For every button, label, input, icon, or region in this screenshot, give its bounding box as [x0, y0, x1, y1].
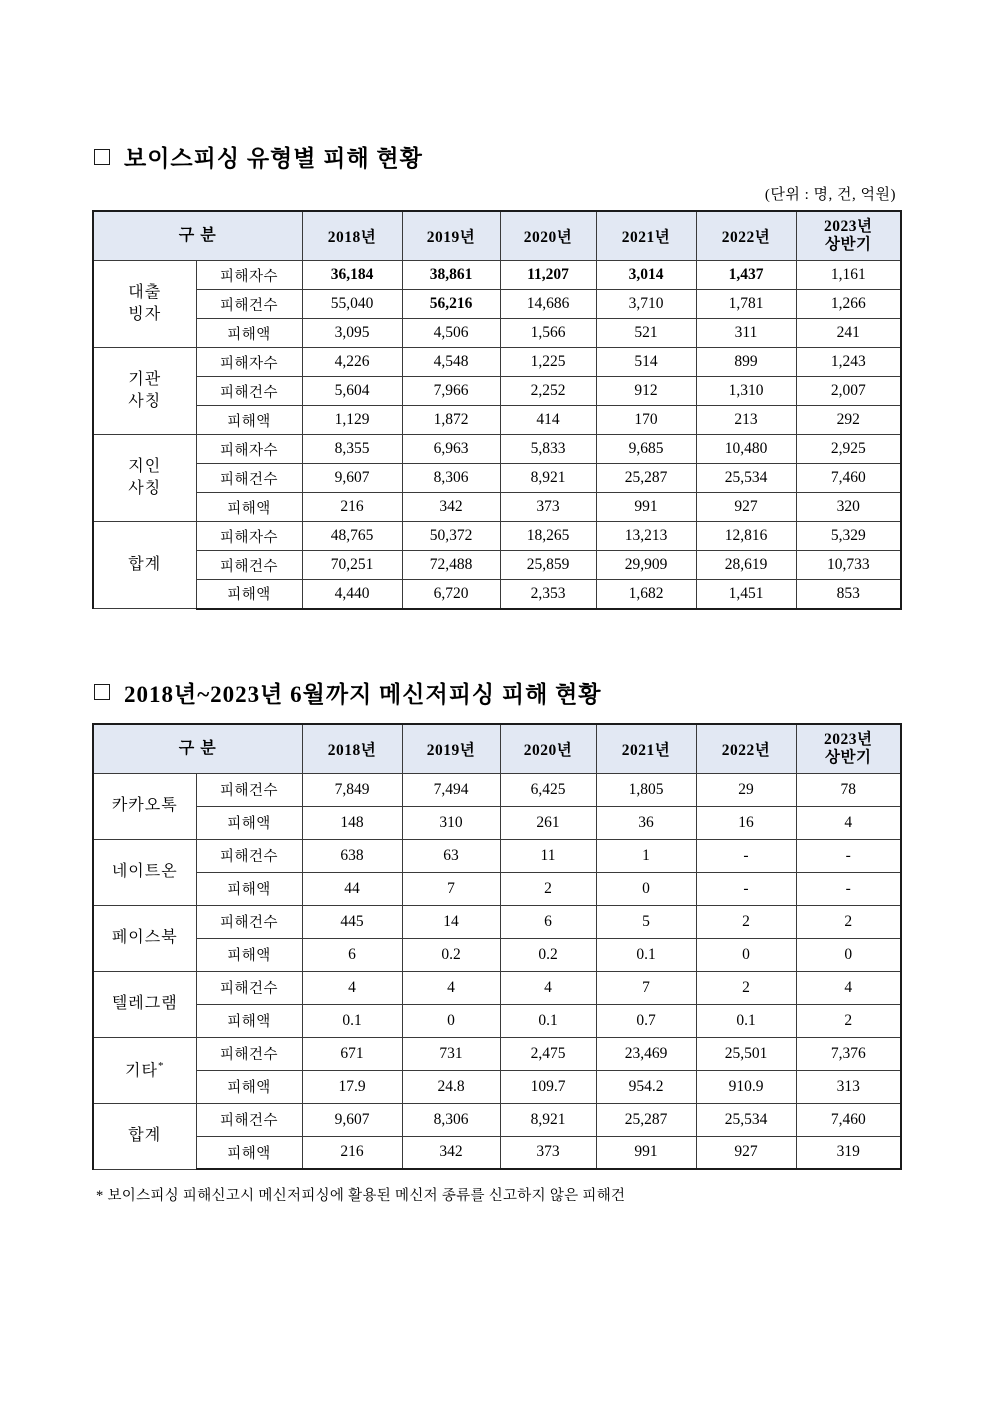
table-row	[93, 905, 901, 938]
square-bullet-icon	[94, 149, 110, 165]
footnote-marker: *	[157, 1059, 165, 1072]
cell: 0	[696, 938, 796, 971]
cell: 521	[596, 319, 696, 348]
cell: 2,252	[500, 377, 596, 406]
cell: 55,040	[302, 290, 402, 319]
cell: 0	[796, 938, 901, 971]
cell: 1,161	[796, 261, 901, 290]
cell: 63	[402, 839, 500, 872]
row-group-label-loan	[93, 261, 196, 348]
row-group-label-institution	[93, 348, 196, 435]
cell: 1,872	[402, 406, 500, 435]
cell: 3,095	[302, 319, 402, 348]
col-header-2023-line2: 상반기	[825, 748, 872, 766]
table-row	[93, 435, 901, 464]
cell: 2	[696, 971, 796, 1004]
cell: 10,733	[796, 551, 901, 580]
cell: 7,849	[302, 773, 402, 806]
cell: 0.2	[402, 938, 500, 971]
cell: 4	[500, 971, 596, 1004]
cell: 6,425	[500, 773, 596, 806]
cell: 38,861	[402, 261, 500, 290]
row-group-label-others	[93, 1037, 196, 1103]
cell: 4	[796, 806, 901, 839]
row-label: 피해건수	[196, 290, 302, 319]
col-header-2019: 2019년	[402, 724, 500, 774]
cell: 5	[596, 905, 696, 938]
cell: 2	[796, 1004, 901, 1037]
cell: 0.1	[302, 1004, 402, 1037]
col-header-2021: 2021년	[596, 211, 696, 261]
cell: 6,720	[402, 580, 500, 609]
cell: 28,619	[696, 551, 796, 580]
cell: 24.8	[402, 1070, 500, 1103]
cell: 991	[596, 493, 696, 522]
cell: 912	[596, 377, 696, 406]
section1-heading	[94, 140, 902, 173]
table-row	[93, 773, 901, 806]
table-row	[93, 1004, 901, 1037]
cell: 8,921	[500, 1103, 596, 1136]
cell: 8,921	[500, 464, 596, 493]
table-row	[93, 971, 901, 1004]
cell: 4,226	[302, 348, 402, 377]
row-group-label-line1: 지인	[128, 458, 162, 476]
cell: 25,501	[696, 1037, 796, 1070]
row-label: 피해액	[196, 1004, 302, 1037]
row-label: 피해자수	[196, 348, 302, 377]
row-label: 피해건수	[196, 1037, 302, 1070]
row-label: 피해자수	[196, 261, 302, 290]
row-label: 피해액	[196, 1070, 302, 1103]
row-label: 피해액	[196, 580, 302, 609]
cell: 23,469	[596, 1037, 696, 1070]
cell: 1,805	[596, 773, 696, 806]
cell: 3,710	[596, 290, 696, 319]
cell: 5,604	[302, 377, 402, 406]
col-header-2022: 2022년	[696, 211, 796, 261]
cell: -	[696, 872, 796, 905]
cell: 44	[302, 872, 402, 905]
table-row	[93, 938, 901, 971]
section2-heading	[94, 676, 902, 709]
row-label: 피해건수	[196, 971, 302, 1004]
cell: 7,966	[402, 377, 500, 406]
cell: -	[696, 839, 796, 872]
table-row	[93, 806, 901, 839]
table-row	[93, 319, 901, 348]
cell: 14,686	[500, 290, 596, 319]
cell: 7	[596, 971, 696, 1004]
cell: 1,682	[596, 580, 696, 609]
cell: 0	[596, 872, 696, 905]
cell: 11	[500, 839, 596, 872]
col-header-2023-line2: 상반기	[825, 236, 872, 253]
cell: 514	[596, 348, 696, 377]
row-group-label-line1: 대출	[128, 284, 162, 302]
cell: 991	[596, 1136, 696, 1169]
table-row	[93, 406, 901, 435]
col-header-division: 구 분	[93, 211, 302, 261]
cell: 2,353	[500, 580, 596, 609]
cell: 14	[402, 905, 500, 938]
table-row	[93, 580, 901, 609]
col-header-division: 구 분	[93, 724, 302, 774]
cell: 671	[302, 1037, 402, 1070]
cell: -	[796, 872, 901, 905]
cell: 11,207	[500, 261, 596, 290]
cell: 72,488	[402, 551, 500, 580]
cell: 56,216	[402, 290, 500, 319]
table-row	[93, 839, 901, 872]
table-row	[93, 377, 901, 406]
cell: 2	[696, 905, 796, 938]
row-label: 피해액	[196, 319, 302, 348]
cell: 7,460	[796, 1103, 901, 1136]
square-bullet-icon	[94, 684, 110, 700]
row-label: 피해액	[196, 806, 302, 839]
cell: 216	[302, 493, 402, 522]
cell: 927	[696, 1136, 796, 1169]
cell: 17.9	[302, 1070, 402, 1103]
row-label: 피해건수	[196, 905, 302, 938]
cell: 9,607	[302, 1103, 402, 1136]
col-header-2023-line1: 2023년	[824, 730, 873, 748]
table-row	[93, 290, 901, 319]
cell: 36	[596, 806, 696, 839]
cell: 261	[500, 806, 596, 839]
row-group-label-total	[93, 522, 196, 609]
cell: 2	[500, 872, 596, 905]
cell: 5,833	[500, 435, 596, 464]
messenger-phishing-table	[92, 723, 902, 1171]
section1-title: 보이스피싱 유형별 피해 현황	[124, 146, 423, 171]
cell: 0.1	[696, 1004, 796, 1037]
table-header-row	[93, 724, 901, 774]
section2-footnote: * 보이스피싱 피해신고시 메신저피싱에 활용된 메신저 종류를 신고하지 않은 피해건	[96, 1188, 626, 1204]
cell: 7,494	[402, 773, 500, 806]
cell: 10,480	[696, 435, 796, 464]
col-header-2020: 2020년	[500, 724, 596, 774]
cell: 313	[796, 1070, 901, 1103]
col-header-2023-h1	[796, 724, 901, 774]
row-group-label-line2: 사칭	[128, 480, 162, 497]
row-label: 피해액	[196, 938, 302, 971]
row-label: 피해액	[196, 406, 302, 435]
cell: 4	[302, 971, 402, 1004]
row-label: 피해액	[196, 872, 302, 905]
cell: 8,306	[402, 464, 500, 493]
cell: 311	[696, 319, 796, 348]
row-label: 피해건수	[196, 1103, 302, 1136]
cell: 4	[402, 971, 500, 1004]
cell: 25,534	[696, 1103, 796, 1136]
cell: 0.1	[500, 1004, 596, 1037]
col-header-2019: 2019년	[402, 211, 500, 261]
col-header-2018: 2018년	[302, 211, 402, 261]
cell: 2	[796, 905, 901, 938]
cell: 12,816	[696, 522, 796, 551]
cell: 25,287	[596, 1103, 696, 1136]
row-label: 피해액	[196, 1136, 302, 1169]
cell: 50,372	[402, 522, 500, 551]
cell: 445	[302, 905, 402, 938]
cell: 1,225	[500, 348, 596, 377]
cell: 241	[796, 319, 901, 348]
cell: 7	[402, 872, 500, 905]
cell: 1,451	[696, 580, 796, 609]
cell: 0	[402, 1004, 500, 1037]
cell: 638	[302, 839, 402, 872]
row-group-label-facebook: 페이스북	[93, 905, 196, 971]
col-header-2023-h1	[796, 211, 901, 261]
cell: 853	[796, 580, 901, 609]
cell: 6	[302, 938, 402, 971]
row-label: 피해건수	[196, 839, 302, 872]
cell: 899	[696, 348, 796, 377]
cell: 4,548	[402, 348, 500, 377]
row-group-label-line1: 기관	[128, 371, 162, 389]
cell: -	[796, 839, 901, 872]
cell: 1,310	[696, 377, 796, 406]
cell: 2,007	[796, 377, 901, 406]
table-row	[93, 464, 901, 493]
col-header-2020: 2020년	[500, 211, 596, 261]
cell: 342	[402, 1136, 500, 1169]
cell: 170	[596, 406, 696, 435]
table-row	[93, 493, 901, 522]
row-group-label-telegram: 텔레그램	[93, 971, 196, 1037]
cell: 1,243	[796, 348, 901, 377]
row-label: 피해자수	[196, 435, 302, 464]
row-label: 피해자수	[196, 522, 302, 551]
cell: 5,329	[796, 522, 901, 551]
cell: 1,566	[500, 319, 596, 348]
col-header-2023-line1: 2023년	[824, 218, 873, 236]
row-group-label-total: 합계	[93, 1103, 196, 1169]
row-label: 피해건수	[196, 377, 302, 406]
cell: 910.9	[696, 1070, 796, 1103]
row-group-label-acquaintance	[93, 435, 196, 522]
cell: 731	[402, 1037, 500, 1070]
table-row	[93, 1103, 901, 1136]
cell: 216	[302, 1136, 402, 1169]
cell: 109.7	[500, 1070, 596, 1103]
cell: 6	[500, 905, 596, 938]
cell: 373	[500, 1136, 596, 1169]
row-group-label-nateon: 네이트온	[93, 839, 196, 905]
cell: 310	[402, 806, 500, 839]
table-row	[93, 1136, 901, 1169]
cell: 9,607	[302, 464, 402, 493]
table-row	[93, 348, 901, 377]
cell: 4	[796, 971, 901, 1004]
cell: 1,266	[796, 290, 901, 319]
cell: 25,534	[696, 464, 796, 493]
cell: 18,265	[500, 522, 596, 551]
row-group-label-others-text: 기타	[125, 1061, 158, 1079]
row-label: 피해건수	[196, 464, 302, 493]
col-header-2022: 2022년	[696, 724, 796, 774]
cell: 1	[596, 839, 696, 872]
cell: 373	[500, 493, 596, 522]
cell: 148	[302, 806, 402, 839]
row-group-label-line2: 빙자	[128, 306, 162, 323]
cell: 1,437	[696, 261, 796, 290]
cell: 29	[696, 773, 796, 806]
cell: 13,213	[596, 522, 696, 551]
cell: 0.2	[500, 938, 596, 971]
section2-title: 2018년~2023년 6월까지 메신저피싱 피해 현황	[124, 681, 602, 707]
cell: 1,781	[696, 290, 796, 319]
cell: 36,184	[302, 261, 402, 290]
cell: 342	[402, 493, 500, 522]
cell: 78	[796, 773, 901, 806]
cell: 8,306	[402, 1103, 500, 1136]
cell: 414	[500, 406, 596, 435]
cell: 954.2	[596, 1070, 696, 1103]
cell: 4,440	[302, 580, 402, 609]
cell: 2,475	[500, 1037, 596, 1070]
cell: 292	[796, 406, 901, 435]
cell: 6,963	[402, 435, 500, 464]
table-row	[93, 872, 901, 905]
section1-unit-note: (단위 : 명, 건, 억원)	[764, 187, 896, 203]
table-row	[93, 522, 901, 551]
cell: 16	[696, 806, 796, 839]
table-header-row	[93, 211, 901, 261]
cell: 4,506	[402, 319, 500, 348]
cell: 48,765	[302, 522, 402, 551]
cell: 3,014	[596, 261, 696, 290]
cell: 8,355	[302, 435, 402, 464]
cell: 29,909	[596, 551, 696, 580]
cell: 1,129	[302, 406, 402, 435]
cell: 0.7	[596, 1004, 696, 1037]
cell: 927	[696, 493, 796, 522]
table-row	[93, 1037, 901, 1070]
cell: 2,925	[796, 435, 901, 464]
table-row	[93, 551, 901, 580]
table-row	[93, 1070, 901, 1103]
table-row	[93, 261, 901, 290]
cell: 25,859	[500, 551, 596, 580]
voice-phishing-by-type-table	[92, 210, 902, 610]
cell: 213	[696, 406, 796, 435]
cell: 70,251	[302, 551, 402, 580]
cell: 320	[796, 493, 901, 522]
row-label: 피해건수	[196, 551, 302, 580]
cell: 0.1	[596, 938, 696, 971]
cell: 25,287	[596, 464, 696, 493]
row-label: 피해건수	[196, 773, 302, 806]
row-group-label-line1: 합계	[128, 556, 162, 574]
row-group-label-line2: 사칭	[128, 393, 162, 410]
cell: 7,460	[796, 464, 901, 493]
col-header-2018: 2018년	[302, 724, 402, 774]
cell: 319	[796, 1136, 901, 1169]
col-header-2021: 2021년	[596, 724, 696, 774]
cell: 9,685	[596, 435, 696, 464]
row-label: 피해액	[196, 493, 302, 522]
row-group-label-kakaotalk: 카카오톡	[93, 773, 196, 839]
cell: 7,376	[796, 1037, 901, 1070]
